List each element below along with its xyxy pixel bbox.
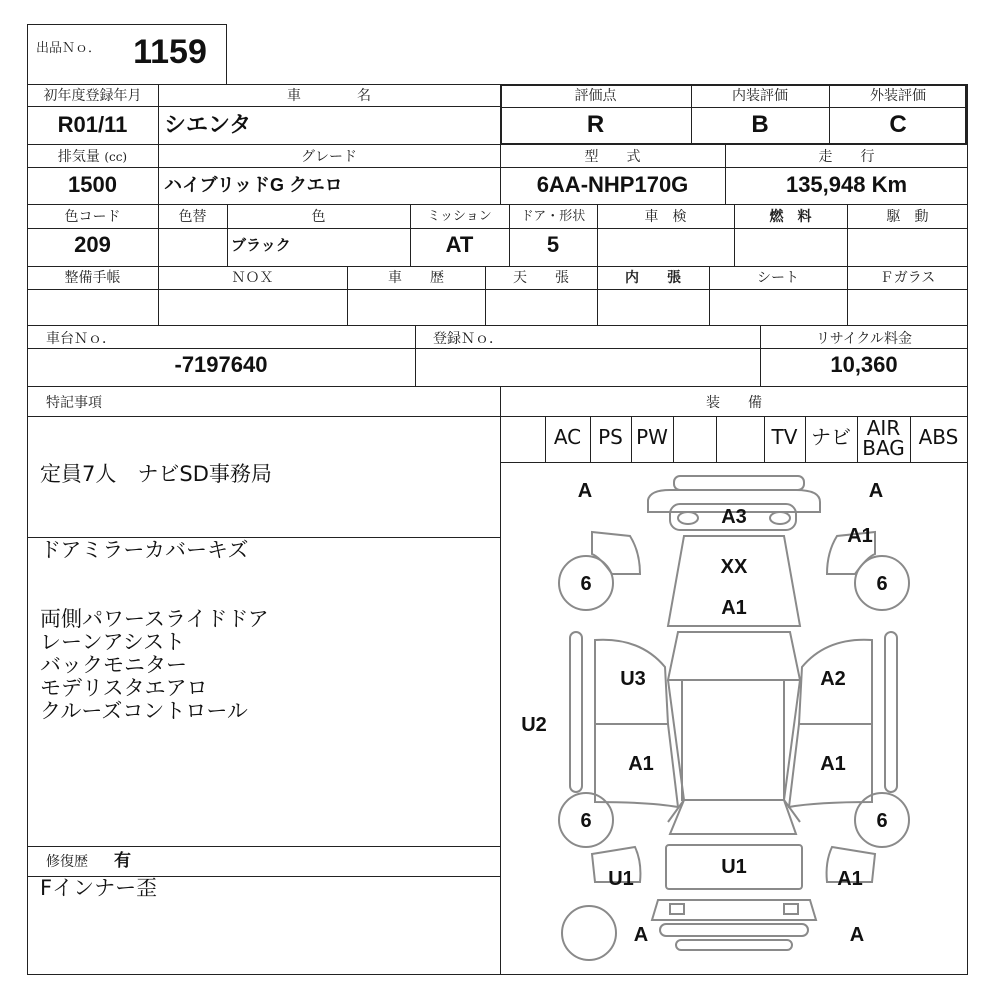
chassis-label: 車台Ｎｏ．	[46, 331, 116, 347]
car-name-label: 車 名	[287, 88, 371, 104]
exterior-value: C	[889, 111, 907, 138]
mark-tire-rr: 6	[876, 810, 888, 832]
mark-hood-lower: A1	[721, 597, 747, 619]
car-name-value: シエンタ	[164, 112, 252, 137]
color-code-value: 209	[74, 232, 111, 257]
mark-front-right: A	[868, 480, 884, 502]
color-code-label: 色コード	[64, 209, 121, 225]
seat-label: シート	[757, 270, 799, 286]
notes-block: ドアミラーカバーキズ 両側パワースライドドア レーンアシスト バックモニター モデリスタエアロ クルーズコントロール	[40, 538, 269, 723]
drive-label: 駆 動	[886, 209, 929, 225]
mark-tire-fl: 6	[580, 573, 592, 595]
displacement-unit: (cc)	[104, 150, 128, 164]
grade-label: グレード	[301, 149, 357, 165]
interior-label: 内装評価	[732, 88, 788, 104]
displacement-label	[27, 148, 158, 166]
mark-rear-bumper-right: A	[849, 924, 865, 946]
mark-rear-left: U1	[608, 868, 634, 890]
repair-note: Fインナー歪	[40, 876, 158, 900]
lot-number: 1159	[133, 33, 207, 71]
mileage-label: 走 行	[818, 149, 875, 165]
lot-label: 出品Ｎｏ．	[36, 41, 102, 56]
service-label: 整備手帳	[64, 270, 121, 286]
mark-front-left: A	[577, 480, 593, 502]
mark-left-side: U2	[521, 714, 547, 736]
fglass-label: Ｆガラス	[879, 270, 936, 286]
score-value: R	[586, 111, 605, 138]
recycle-value: 10,360	[830, 352, 898, 377]
mark-tailgate: U1	[721, 856, 747, 878]
interior-trim-label: 内 張	[625, 270, 681, 286]
equip-item-navi: ナビ	[811, 425, 851, 449]
equipment-label: 装 備	[706, 395, 762, 411]
door-value: 5	[546, 232, 560, 257]
mark-hood: XX	[720, 556, 748, 578]
repair-label: 修復歴	[46, 854, 88, 870]
equip-item-ps: PS	[598, 425, 623, 449]
displacement-label-text: 排気量	[57, 149, 100, 165]
car-diagram	[500, 462, 967, 975]
score-label: 評価点	[574, 88, 617, 104]
mark-rear-bumper-left: A	[633, 924, 649, 946]
model-value: 6AA-NHP170G	[536, 172, 689, 197]
mark-hood-right: A1	[847, 525, 873, 547]
mark-rear-right: A1	[837, 868, 863, 890]
equip-item-airbag: AIR BAG	[862, 416, 905, 460]
first-reg-label: 初年度登録年月	[43, 88, 142, 104]
model-label: 型 式	[584, 149, 641, 165]
mark-left-rear-door: A1	[628, 753, 654, 775]
color-change-label: 色替	[178, 209, 207, 225]
inspection-label: 車 検	[644, 209, 687, 225]
notes-label: 特記事項	[46, 395, 102, 411]
mark-left-front-door: U3	[620, 668, 646, 690]
grade-value: ハイブリッドG クエロ	[164, 175, 343, 195]
displacement-value: 1500	[68, 172, 117, 197]
repair-value: 有	[114, 851, 131, 870]
mission-value: AT	[445, 232, 474, 257]
roof-label: 天 張	[513, 270, 569, 286]
exterior-label: 外装評価	[870, 88, 926, 104]
nox-label: ＮＯＸ	[231, 270, 274, 286]
color-value: ブラック	[231, 237, 291, 254]
mark-tire-rl: 6	[580, 810, 592, 832]
equip-item-tv: TV	[771, 425, 798, 449]
equip-item-ac: AC	[553, 425, 582, 449]
mark-right-rear-door: A1	[820, 753, 846, 775]
mark-bumper: A3	[721, 506, 747, 528]
history-label: 車 歴	[388, 270, 444, 286]
equip-item-abs: ABS	[918, 425, 959, 449]
color-label: 色	[311, 209, 326, 225]
chassis-value: -7197640	[174, 352, 268, 377]
recycle-label: リサイクル料金	[815, 331, 913, 347]
mission-label: ミッション	[427, 209, 492, 224]
fuel-label: 燃 料	[769, 209, 812, 225]
reg-label: 登録Ｎｏ．	[433, 331, 503, 347]
door-label: ドア・形状	[520, 209, 586, 224]
interior-value: B	[751, 111, 769, 138]
mark-tire-fr: 6	[876, 573, 888, 595]
mileage-value: 135,948 Km	[785, 172, 908, 197]
notes-line1: 定員7人 ナビSD事務局	[40, 462, 272, 486]
mark-right-front-door: A2	[820, 668, 846, 690]
equip-item-pw: PW	[636, 425, 668, 449]
first-reg-value: R01/11	[57, 112, 128, 137]
